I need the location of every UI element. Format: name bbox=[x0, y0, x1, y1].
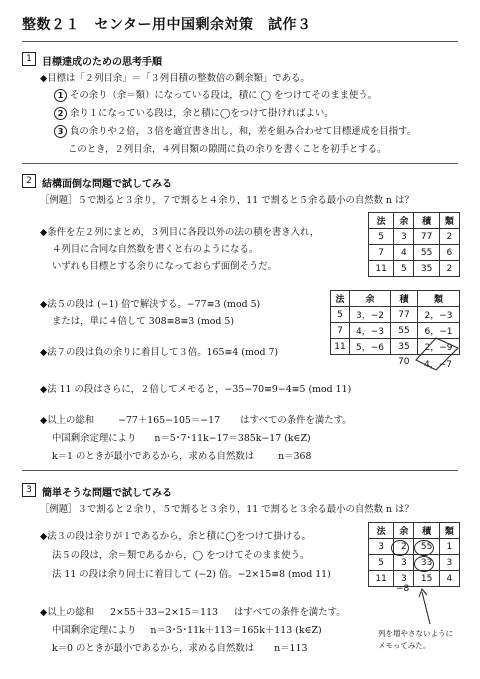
table-cell: 7 bbox=[331, 323, 350, 339]
table-cell: 2 bbox=[394, 539, 414, 555]
s2-table-2-memo-left: 70 bbox=[398, 357, 410, 367]
section-3-heading: 簡単そうな問題で試してみる bbox=[42, 488, 172, 499]
section-3-number: 3 bbox=[22, 483, 36, 497]
s2-mod5-line-2: または，単に４倍して 308≡8≡3 (mod 5) bbox=[52, 316, 235, 327]
table-header-row bbox=[369, 523, 460, 539]
s2-memo-diamond bbox=[412, 336, 462, 374]
th-rem: 余 bbox=[394, 523, 414, 539]
table-row bbox=[369, 571, 460, 587]
table-cell: 4 bbox=[439, 571, 459, 587]
s1-step-3 bbox=[54, 123, 416, 138]
th-class: 類 bbox=[418, 291, 460, 307]
sum-note: はすべての条件を満たす。 bbox=[240, 415, 352, 426]
table-cell: 2，−9 bbox=[418, 339, 460, 355]
table-cell: 3 bbox=[394, 555, 414, 571]
s2-sum-line bbox=[40, 412, 352, 426]
page-title: 整数２１ センター用中国剰余対策 試作３ bbox=[22, 17, 312, 33]
table-cell: 77 bbox=[391, 307, 418, 323]
table-cell: 3 bbox=[439, 555, 459, 571]
table-cell: 6，−1 bbox=[418, 323, 460, 339]
sum-note: はすべての条件を満たす。 bbox=[234, 607, 346, 618]
s2-crt-line bbox=[52, 430, 311, 444]
memo-diamond-shape bbox=[416, 338, 458, 370]
table-cell: 5 bbox=[331, 307, 350, 323]
s3-answer-line bbox=[52, 640, 307, 654]
circle-mark-prod-2 bbox=[414, 556, 434, 572]
sum-label: ◆以上の総和 bbox=[40, 607, 95, 618]
step-1-marker: 1 bbox=[54, 89, 67, 102]
s2-mod11-line: ◆法 11 の段はさらに，２倍してメモると，−35−70≡9−4≡5 (mod 11) bbox=[40, 384, 352, 395]
s3-para-2: 法５の段は，余＝類であるから，◯ をつけてそのまま使う。 bbox=[52, 550, 310, 561]
table-cell: 3 bbox=[394, 229, 414, 245]
table-cell: 5 bbox=[369, 229, 394, 245]
circle-mark-prod bbox=[414, 540, 434, 556]
s2-para-3: いずれも目標とする余りになっておらず面倒そうだ。 bbox=[52, 261, 278, 272]
answer-value: n＝113 bbox=[274, 643, 308, 654]
table-cell: 77 bbox=[414, 229, 439, 245]
table-cell: 6 bbox=[439, 245, 459, 261]
table-cell: 11 bbox=[369, 261, 394, 277]
s2-mod5-line-1: ◆法５の段は (−1) 倍で解決する。−77≡3 (mod 5) bbox=[40, 299, 261, 310]
table-cell: 55 bbox=[414, 245, 439, 261]
s2-para-2: ４列目に合同な自然数を書くと右のようになる。 bbox=[52, 244, 259, 255]
crt-expr: n＝3･5･11k＋113＝165k＋113 (k∈Z) bbox=[150, 625, 322, 636]
table-cell: 35 bbox=[414, 261, 439, 277]
section-1-rule bbox=[22, 163, 458, 164]
crt-label: 中国剰余定理により bbox=[52, 625, 137, 636]
section-2-heading: 結構面倒な問題で試してみる bbox=[42, 179, 172, 190]
th-prod: 積 bbox=[391, 291, 418, 307]
crt-label: 中国剰余定理により bbox=[52, 433, 137, 444]
section-1-heading: 目標達成のための思考手順 bbox=[42, 57, 162, 68]
s2-example: ［例題］５で割ると３余り，７で割ると４余り，11 で割ると５余る最小の自然数 n は？ bbox=[40, 195, 414, 206]
s1-step-1 bbox=[54, 87, 377, 102]
table-row bbox=[369, 261, 460, 277]
step-1-text: その余り（余＝類）になっている段は，積に ◯ をつけてそのまま使う。 bbox=[69, 90, 378, 101]
circle-mark-rem bbox=[391, 540, 409, 556]
th-mod: 法 bbox=[369, 213, 394, 229]
table-cell: 1 bbox=[439, 539, 459, 555]
table-cell: 2 bbox=[439, 261, 459, 277]
table-cell: 3，−2 bbox=[350, 307, 391, 323]
arrow-icon bbox=[418, 586, 438, 626]
table-cell: 11 bbox=[331, 339, 350, 355]
s3-table bbox=[368, 522, 460, 587]
answer-value: n＝368 bbox=[278, 451, 312, 462]
step-3-text: 負の余りや２倍，３倍を適宜書き出し，和，差を組み合わせて目標達成を目指す。 bbox=[69, 126, 417, 137]
table-row bbox=[331, 307, 460, 323]
sum-expr: 2×55＋33−2×15＝113 bbox=[110, 607, 219, 618]
table-row bbox=[369, 245, 460, 261]
s3-para-1: ◆法３の段は余りが１であるから，余と積に◯をつけて掛ける。 bbox=[40, 531, 311, 542]
th-prod: 積 bbox=[414, 523, 439, 539]
s2-para-1: ◆条件を左２列にまとめ，３列目に各段以外の法の積を書き入れ， bbox=[40, 227, 320, 238]
section-2-number: 2 bbox=[22, 174, 36, 188]
s3-para-3: 法 11 の段は余り同士に着目して (−2) 倍。−2×15≡8 (mod 11) bbox=[52, 569, 331, 580]
th-rem: 余 bbox=[350, 291, 391, 307]
s2-answer-line bbox=[52, 448, 311, 462]
s3-note-line-2: メモってみた。 bbox=[378, 641, 431, 650]
section-1-number: 1 bbox=[22, 52, 36, 66]
table-cell: 2 bbox=[439, 229, 459, 245]
s1-step-2 bbox=[54, 105, 334, 120]
th-mod: 法 bbox=[369, 523, 394, 539]
table-cell: 5，−6 bbox=[350, 339, 391, 355]
step-2-text: 余り１になっている段は，余と積に◯をつけて掛ければよい。 bbox=[69, 108, 334, 119]
table-cell: 7 bbox=[369, 245, 394, 261]
table-header-row bbox=[331, 291, 460, 307]
s3-sum-line bbox=[40, 604, 346, 618]
step-2-marker: 2 bbox=[54, 107, 67, 120]
table-cell: 3 bbox=[369, 539, 394, 555]
th-mod: 法 bbox=[331, 291, 350, 307]
s3-crt-line bbox=[52, 622, 322, 636]
answer-label: k＝0 のときが最小であるから，求める自然数は bbox=[52, 643, 255, 654]
table-cell: 55 bbox=[414, 539, 439, 555]
table-cell: 5 bbox=[394, 261, 414, 277]
th-prod: 積 bbox=[414, 213, 439, 229]
table-cell: 11 bbox=[369, 571, 394, 587]
table-cell: 5 bbox=[369, 555, 394, 571]
sum-label: ◆以上の総和 bbox=[40, 415, 95, 426]
s3-note-line-1: 列を増やさないように bbox=[378, 629, 453, 638]
table-cell: 33 bbox=[414, 555, 439, 571]
answer-label: k＝1 のときが最小であるから，求める自然数は bbox=[52, 451, 255, 462]
step-3-marker: 3 bbox=[54, 125, 67, 138]
s2-table-2-memo-right: 4，−7 bbox=[424, 360, 452, 370]
title-rule bbox=[22, 41, 458, 42]
sum-expr: −77＋165−105＝−17 bbox=[118, 415, 221, 426]
table-cell: 3 bbox=[394, 571, 414, 587]
table-cell: 4 bbox=[394, 245, 414, 261]
s3-example: ［例題］３で割ると２余り，５で割ると３余り，11 で割ると３余る最小の自然数 n は？ bbox=[40, 504, 414, 515]
th-rem: 余 bbox=[394, 213, 414, 229]
table-cell: 4，−3 bbox=[350, 323, 391, 339]
table-row bbox=[369, 229, 460, 245]
table-cell: 55 bbox=[391, 323, 418, 339]
th-class: 類 bbox=[439, 523, 459, 539]
s2-table-1 bbox=[368, 212, 460, 277]
s1-goal: ◆目標は「２列目余」＝「３列目積の整数倍の剰余類」である。 bbox=[40, 73, 310, 84]
table-cell: 15 bbox=[414, 571, 439, 587]
th-class: 類 bbox=[439, 213, 459, 229]
table-cell: 35 bbox=[391, 339, 418, 355]
s1-first-move: このとき，２列目余，４列目類の隙間に負の余りを書くことを初手とする。 bbox=[68, 144, 387, 155]
section-2-rule bbox=[22, 470, 458, 471]
table-cell: 2，−3 bbox=[418, 307, 460, 323]
s3-table-memo: −8 bbox=[396, 584, 410, 594]
table-header-row bbox=[369, 213, 460, 229]
arrow-shaft bbox=[422, 592, 430, 624]
s2-mod7-line: ◆法７の段は負の余りに着目して３倍。165≡4 (mod 7) bbox=[40, 347, 279, 358]
crt-expr: n＝5･7･11k−17＝385k−17 (k∈Z) bbox=[154, 433, 311, 444]
